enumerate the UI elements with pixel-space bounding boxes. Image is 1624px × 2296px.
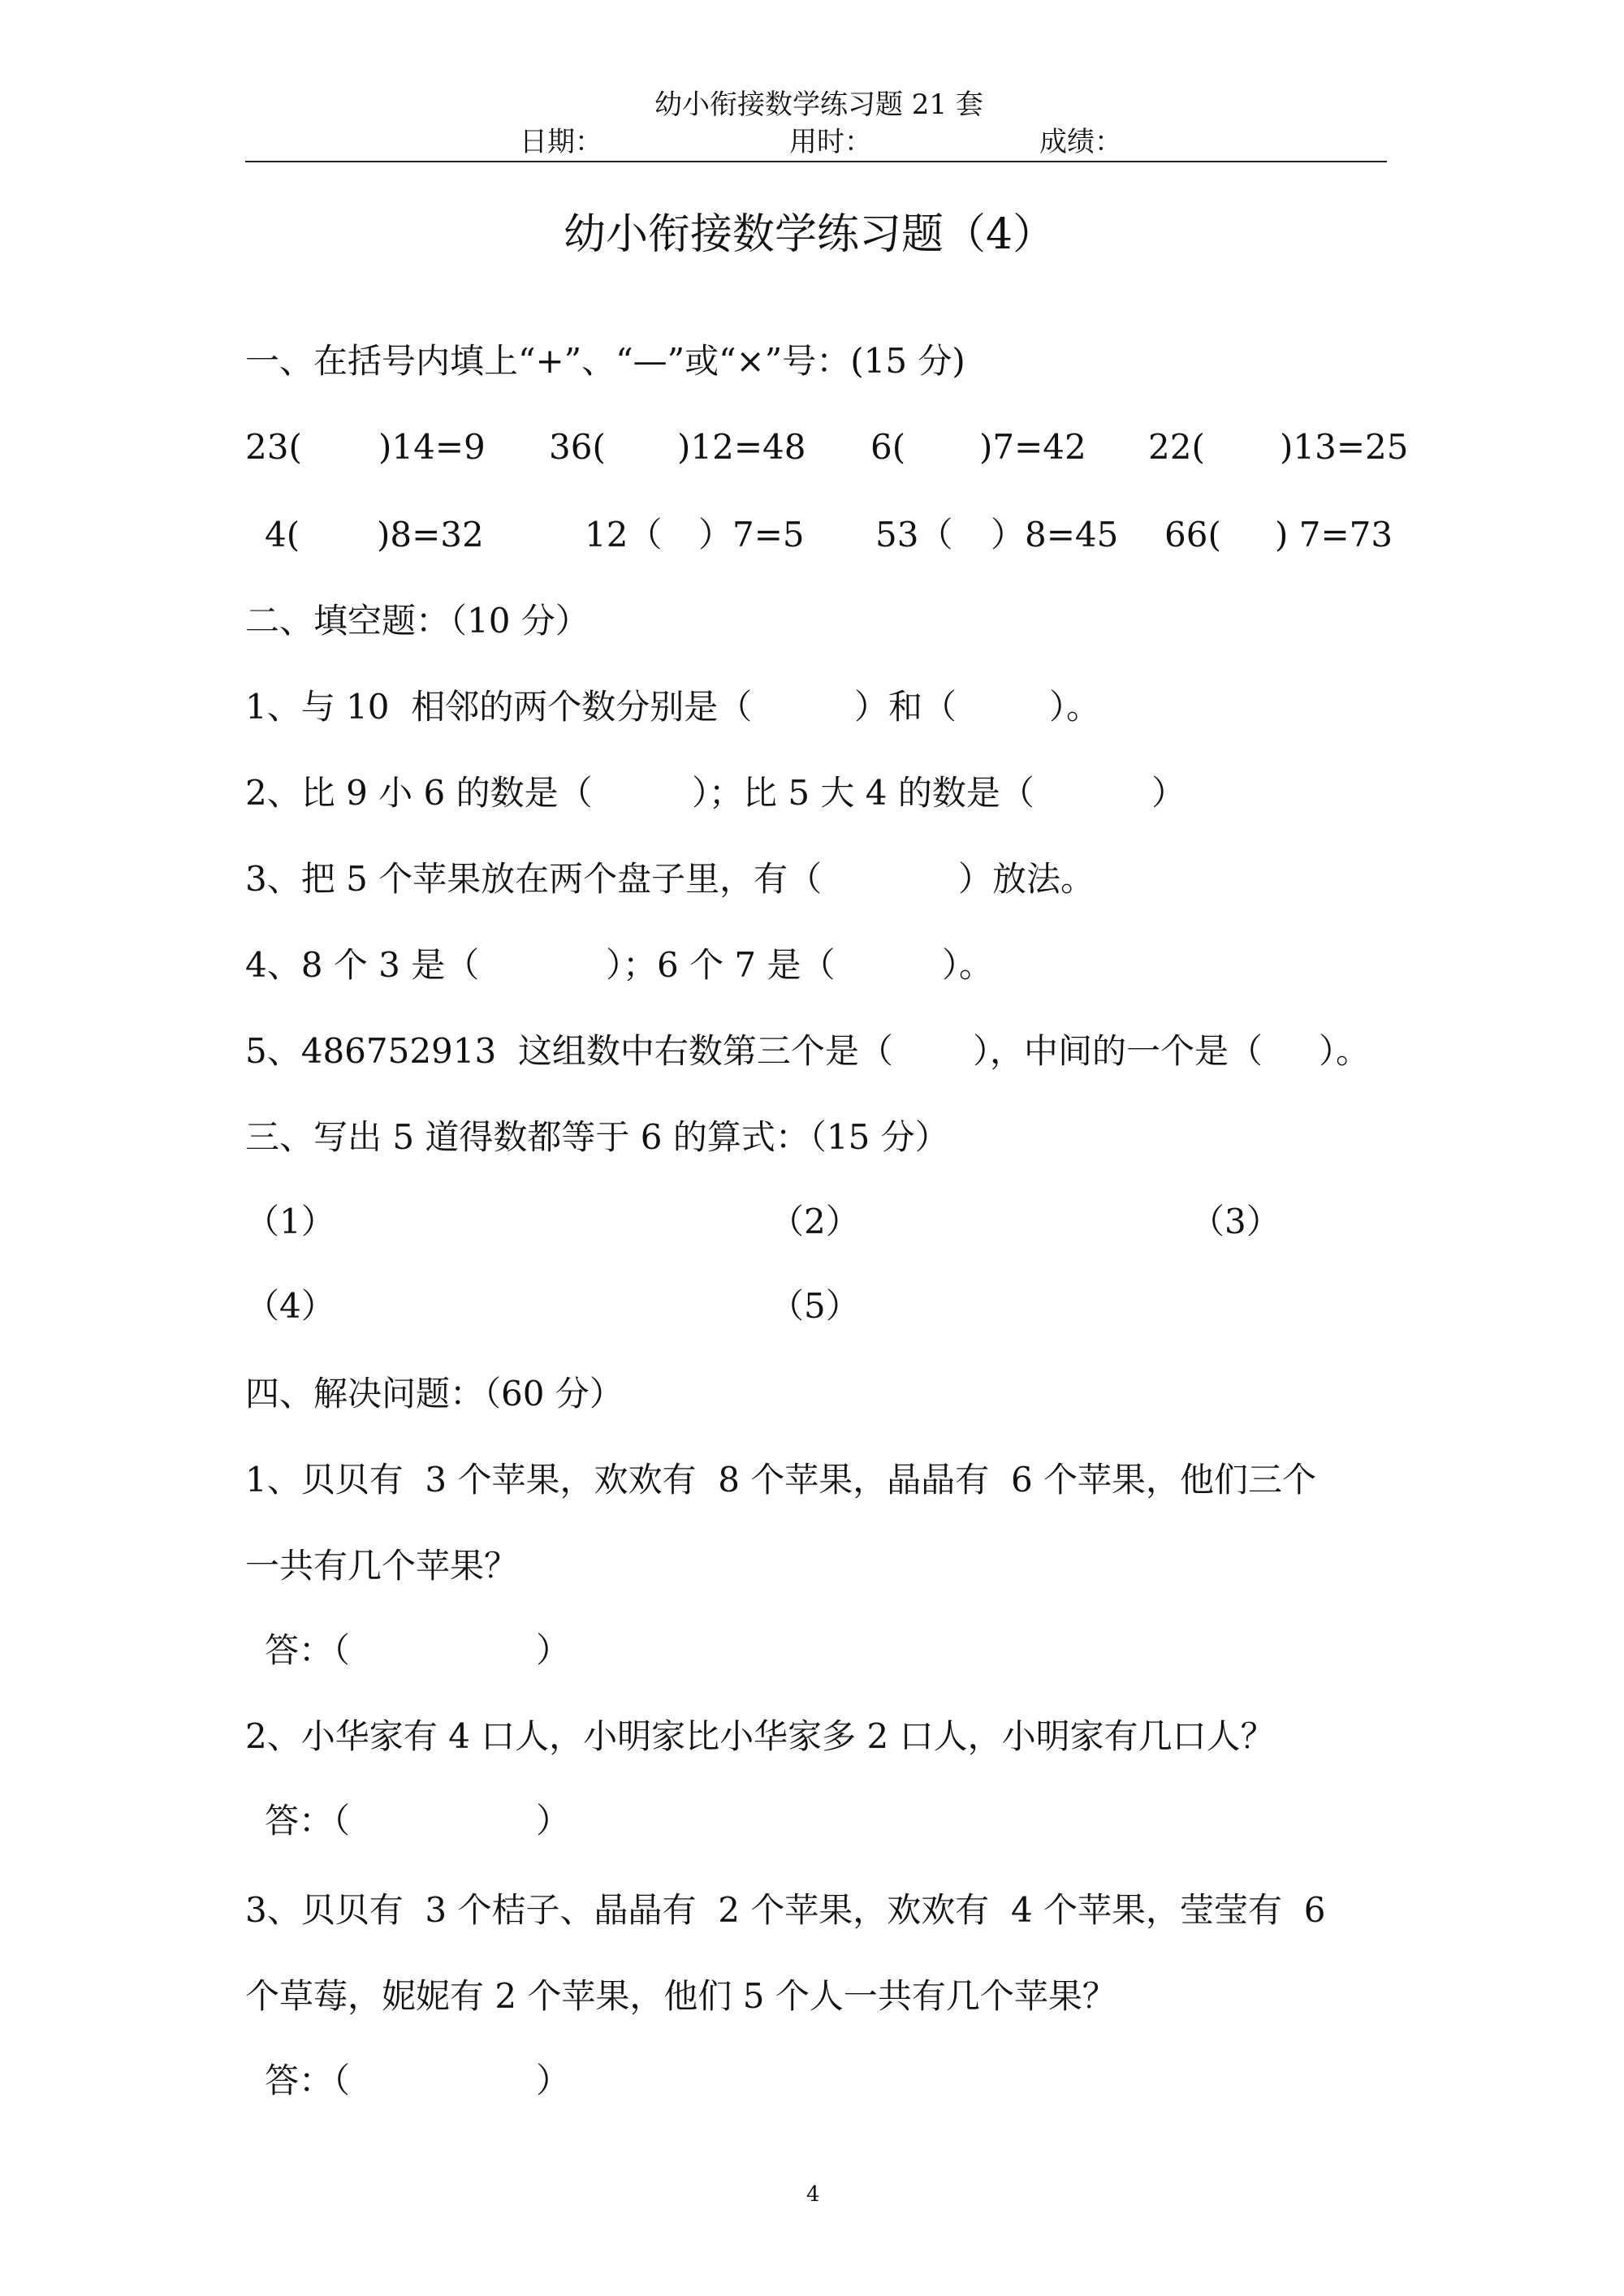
fill-q5-b: ），中间的一个是（ <box>973 1031 1263 1071</box>
equation-slot-5: （5） <box>770 1286 860 1326</box>
series-title: 幼小衔接数学练习题 21 套 <box>654 88 983 121</box>
page-title: 幼小衔接数学练习题（4） <box>564 210 1056 259</box>
answer1-open: 答：（ <box>265 1630 351 1670</box>
answer2-open: 答：（ <box>265 1801 351 1841</box>
fill-q4-b: ）；6 个 7 是（ <box>606 945 836 985</box>
fill-q2-a: 2、比 9 小 6 的数是（ <box>245 773 593 813</box>
problem1-line1: 1、贝贝有 3 个苹果，欢欢有 8 个苹果，晶晶有 6 个苹果，他们三个 <box>245 1460 1317 1500</box>
equation-slot-1: （1） <box>245 1202 335 1241</box>
equation-slot-2: （2） <box>770 1202 860 1241</box>
answer1-close: ） <box>536 1630 571 1670</box>
s1-r2-c1-left: 4( <box>265 515 300 555</box>
s1-r2-c1-right: )8=32 <box>377 515 484 555</box>
fill-q2-c: ） <box>1151 773 1186 813</box>
s1-r2-c4-right: ) 7=73 <box>1275 515 1393 555</box>
s1-r1-c4-left: 22( <box>1148 427 1205 467</box>
fill-q3-b: ）放法。 <box>958 859 1095 899</box>
s1-r2-c4-left: 66( <box>1164 515 1221 555</box>
fill-q5-a: 5、486752913 这组数中右数第三个是（ <box>245 1031 893 1071</box>
problem3-line2: 个草莓，妮妮有 2 个苹果，他们 5 个人一共有几个苹果？ <box>245 1976 1116 2016</box>
section2-heading: 二、填空题：（10 分） <box>245 601 590 641</box>
s1-r1-c4-right: )13=25 <box>1280 427 1409 467</box>
s1-r2-c3-right: ）8=45 <box>991 515 1119 555</box>
problem1-line2: 一共有几个苹果？ <box>245 1546 519 1586</box>
answer3-close: ） <box>536 2061 571 2100</box>
equation-slot-4: （4） <box>245 1286 335 1326</box>
header-rule <box>245 161 1387 162</box>
s1-r2-c2-right: ）7=5 <box>698 515 805 555</box>
s1-r1-c1-right: )14=9 <box>378 427 486 467</box>
answer3-open: 答：（ <box>265 2061 351 2100</box>
fill-q5-c: ）。 <box>1319 1031 1371 1071</box>
fill-q1-c: ）。 <box>1049 687 1101 727</box>
s1-r2-c3-left: 53（ <box>875 515 953 555</box>
problem3-line1: 3、贝贝有 3 个桔子、晶晶有 2 个苹果，欢欢有 4 个苹果，莹莹有 6 <box>245 1890 1326 1930</box>
page-number: 4 <box>806 2182 820 2207</box>
s1-r1-c2-right: )12=48 <box>677 427 806 467</box>
answer2-close: ） <box>536 1801 571 1841</box>
score-label: 成绩： <box>1039 126 1122 158</box>
fill-q2-b: ）；比 5 大 4 的数是（ <box>692 773 1034 813</box>
section4-heading: 四、解决问题：（60 分） <box>245 1374 624 1413</box>
s1-r1-c3-left: 6( <box>870 427 906 467</box>
section3-heading: 三、写出 5 道得数都等于 6 的算式：（15 分） <box>245 1117 949 1157</box>
fill-q4-c: ）。 <box>942 945 994 985</box>
date-label: 日期： <box>520 126 603 158</box>
fill-q4-a: 4、8 个 3 是（ <box>245 945 480 985</box>
s1-r1-c1-left: 23( <box>245 427 302 467</box>
s1-r2-c2-left: 12（ <box>585 515 663 555</box>
s1-r1-c3-right: )7=42 <box>979 427 1086 467</box>
section1-heading: 一、在括号内填上“+”、“—”或“×”号：(15 分) <box>245 341 965 381</box>
s1-r1-c2-left: 36( <box>549 427 606 467</box>
fill-q1-a: 1、与 10 相邻的两个数分别是（ <box>245 687 753 727</box>
problem2-line1: 2、小华家有 4 口人，小明家比小华家多 2 口人，小明家有几口人？ <box>245 1716 1275 1756</box>
time-label: 用时： <box>789 126 872 158</box>
fill-q3-a: 3、把 5 个苹果放在两个盘子里，有（ <box>245 859 823 899</box>
equation-slot-3: （3） <box>1190 1202 1281 1241</box>
fill-q1-b: ）和（ <box>854 687 957 727</box>
